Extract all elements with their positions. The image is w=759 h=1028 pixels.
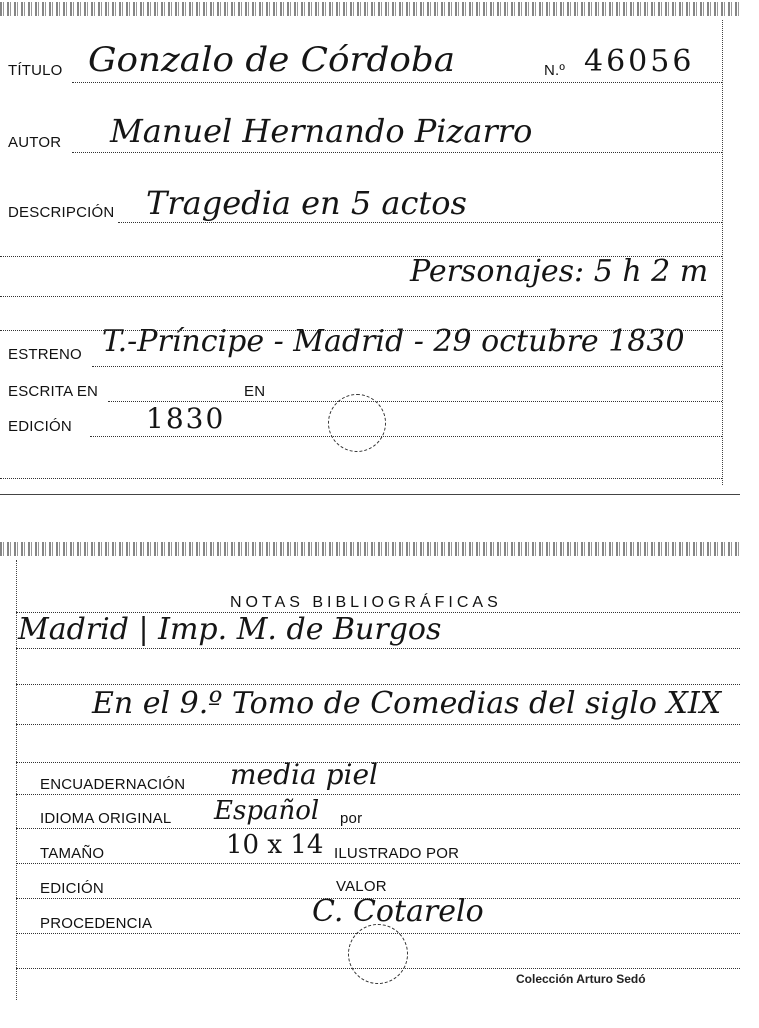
punch-hole-top: [328, 394, 386, 452]
notas-line-4: [16, 762, 740, 763]
last-line: [16, 968, 740, 969]
scan-edge-bottom-card: [0, 542, 740, 556]
idioma-value: Español: [214, 796, 320, 826]
notas-line-3: [16, 724, 740, 725]
blank-line-2: [0, 296, 722, 297]
personajes-value: Personajes: 5 h 2 m: [410, 254, 709, 289]
titulo-line: [72, 82, 722, 83]
edicion-value: 1830: [146, 402, 226, 435]
en-label: EN: [244, 383, 266, 400]
encuadernacion-line: [16, 794, 740, 795]
idioma-label: IDIOMA ORIGINAL: [40, 810, 172, 827]
estreno-line: [0, 330, 722, 331]
notas-heading: NOTAS BIBLIOGRÁFICAS: [230, 594, 502, 611]
edicion2-label: EDICIÓN: [40, 880, 104, 897]
coleccion-label: Colección Arturo Sedó: [516, 972, 646, 986]
descripcion-value: Tragedia en 5 actos: [146, 184, 467, 222]
titulo-label: TÍTULO: [8, 62, 63, 79]
estreno-label: ESTRENO: [8, 346, 82, 363]
numero-label: N.º: [544, 62, 566, 79]
blank-line-1: [0, 256, 722, 257]
notas-line-2: [16, 684, 740, 685]
scan-edge-top: [0, 2, 740, 16]
catalog-card-bottom: [0, 540, 740, 1020]
card-separator: [0, 494, 740, 495]
titulo-value: Gonzalo de Córdoba: [88, 40, 456, 80]
notas-line-1: [16, 648, 740, 649]
edicion-label: EDICIÓN: [8, 418, 72, 435]
descripcion-label: DESCRIPCIÓN: [8, 204, 115, 221]
bottom-line: [0, 478, 722, 479]
procedencia-label: PROCEDENCIA: [40, 915, 153, 932]
autor-line: [72, 152, 722, 153]
idioma-line: [16, 828, 740, 829]
ilustrado-label: ILUSTRADO POR: [334, 845, 460, 862]
numero-value: 46056: [584, 44, 695, 79]
valor-label: VALOR: [336, 878, 387, 895]
punch-hole-bottom: [348, 924, 408, 984]
nota-line-1: Madrid | Imp. M. de Burgos: [18, 612, 442, 647]
autor-value: Manuel Hernando Pizarro: [110, 112, 533, 150]
catalog-card-top: [0, 0, 740, 490]
autor-label: AUTOR: [8, 134, 62, 151]
tamano-label: TAMAÑO: [40, 845, 105, 862]
procedencia-value: C. Cotarelo: [312, 894, 484, 929]
escrita-label: ESCRITA EN: [8, 383, 99, 400]
descripcion-line: [118, 222, 722, 223]
por-label: por: [340, 810, 363, 827]
card-right-border: [722, 20, 723, 485]
estreno-underline: [92, 366, 722, 367]
encuadernacion-label: ENCUADERNACIÓN: [40, 776, 186, 793]
nota-line-2: En el 9.º Tomo de Comedias del siglo XIX: [92, 686, 722, 721]
encuadernacion-value: media piel: [230, 758, 378, 791]
edicion-line: [90, 436, 722, 437]
estreno-value: T.-Príncipe - Madrid - 29 octubre 1830: [102, 324, 685, 359]
tamano-value: 10 x 14: [226, 830, 324, 860]
tamano-line: [16, 863, 740, 864]
card-left-border: [16, 560, 17, 1000]
